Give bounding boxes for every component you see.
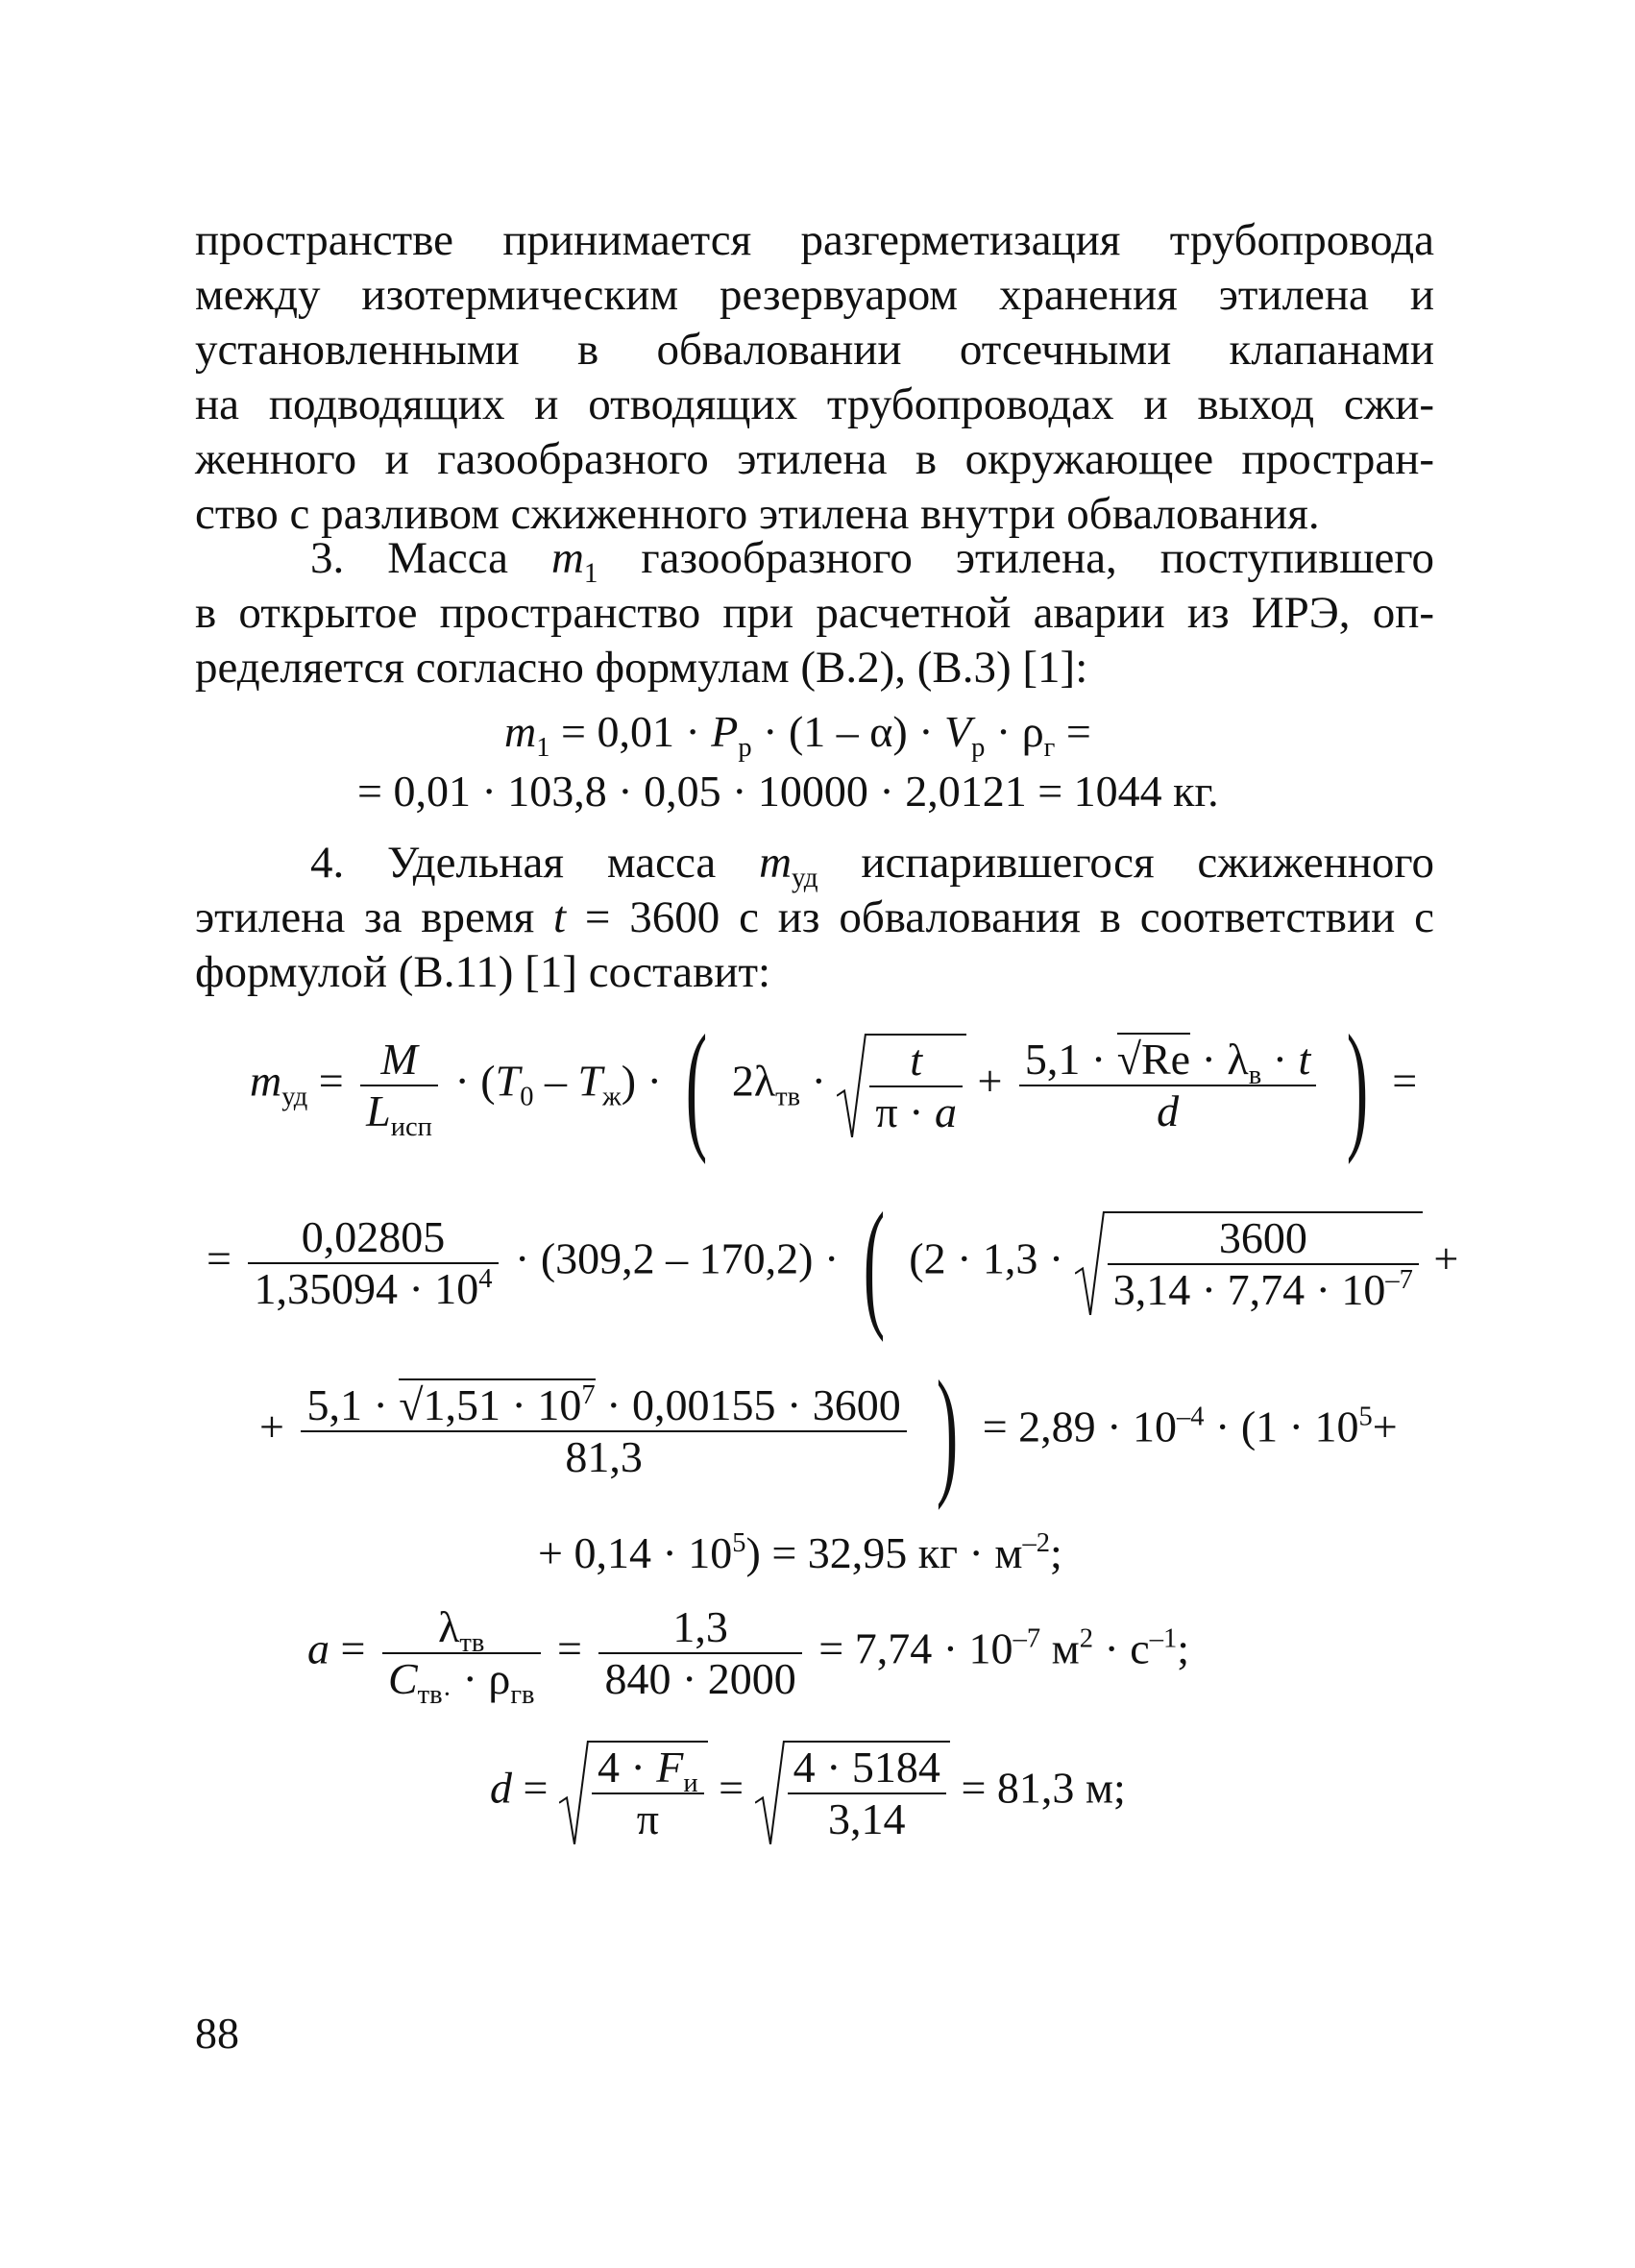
- text-line: 3. Масса $m_1$ газообразного этилена, поступившего: [310, 533, 1434, 590]
- text-line: между изотермическим резервуаром хранения этилена и: [195, 270, 1434, 320]
- text-line: этилена за время t = 3600 с из обвалования в соответствии с: [195, 892, 1434, 942]
- fraction: $\frac{1,3}{840 \cdot 2000}$: [598, 1602, 801, 1704]
- left-paren: (: [863, 1183, 886, 1343]
- equation-numeric-line1: = $\frac{0,02805}{1,35094 \cdot 10^4}$ · (309,2 – 170,2) · ( (2 · 1,3 · $\frac{3600}{3,14 \cdot 7,74 \cdot 10^{-7}}$ +: [207, 1183, 1459, 1343]
- text-line: 4. Удельная масса $m_{уд}$ испарившегося сжиженного: [310, 838, 1434, 894]
- equation-a: a = $\frac{\lambda_{тв}}{C_{тв\cdot} \cdot \rho_{гв}}$ = $\frac{1,3}{840 \cdot 2000}$ = $7,74 \cdot 10^{-7}$ $м^2 \cdot с^{-1}$;: [307, 1602, 1189, 1710]
- text-line: ределяется согласно формулам (В.2), (В.3) [1]:: [195, 643, 1088, 693]
- text-line: пространстве принимается разгерметизация трубопровода: [195, 215, 1434, 265]
- text-line: в открытое пространство при расчетной аварии из ИРЭ, оп-: [195, 588, 1434, 638]
- equation-m1-line1: $m_1 = 0,01 \cdot P_р \cdot (1 - \alpha) \cdot V_р \cdot \rho_г$ =: [504, 707, 1091, 763]
- text-line: формулой (В.11) [1] составит:: [195, 947, 771, 997]
- paragraph-4: [195, 836, 1434, 1000]
- text-line: ство с разливом сжиженного этилена внутри обвалования.: [195, 489, 1320, 539]
- equation-d: d = $\frac{4 \cdot F_и}{\pi}$ = $\frac{4 \cdot 5184}{3,14}$ = 81,3 м;: [490, 1743, 1126, 1843]
- fraction: $\frac{\lambda_{тв}}{C_{тв\cdot} \cdot \rho_{гв}}$: [382, 1602, 541, 1704]
- sqrt: $\frac{4 \cdot 5184}{3,14}$: [755, 1741, 950, 1844]
- paragraph-intro: [195, 213, 1434, 542]
- fraction: $\frac{0,02805}{1,35094 \cdot 10^4}$: [248, 1212, 498, 1314]
- right-paren: ): [937, 1352, 959, 1511]
- sqrt: $\frac{t}{\pi \cdot a}$: [837, 1034, 966, 1137]
- equation-mud-formula: $m_{уд}$ = $\frac{M}{L_{исп}}$ · $(T_0 - T_ж)$ · ( $2\lambda_{тв}$ · $\frac{t}{\pi \cdot a}$ + $\frac{5,1 \cdot √Re \cdot \lambda_в \cdot t}{d}$ ) =: [250, 1006, 1418, 1165]
- left-paren: (: [686, 1006, 708, 1165]
- text-line: на подводящих и отводящих трубопроводах и выход сжи-: [195, 379, 1434, 429]
- right-paren: ): [1346, 1006, 1369, 1165]
- page-number: 88: [195, 2009, 239, 2058]
- text-line: женного и газообразного этилена в окружающее простран-: [195, 434, 1434, 484]
- equation-m1-line2: = 0,01 · 103,8 · 0,05 · 10000 · 2,0121 = 1044 кг.: [357, 767, 1219, 816]
- paragraph-3: [195, 531, 1434, 695]
- sqrt: $\frac{3600}{3,14 \cdot 7,74 \cdot 10^{-7}}$: [1075, 1211, 1423, 1315]
- equation-numeric-line2: + $\frac{5,1 \cdot √1,51 \cdot 10^7 \cdot 0,00155 \cdot 3600}{81,3}$ ) = $2,89 \cdot 10^{-4} \cdot (1 \cdot 10^5+$: [259, 1352, 1398, 1511]
- fraction: $\frac{M}{L_{исп}}$: [360, 1035, 438, 1136]
- fraction: $\frac{5,1 \cdot √Re \cdot \lambda_в \cdot t}{d}$: [1019, 1035, 1316, 1136]
- fraction: $\frac{5,1 \cdot √1,51 \cdot 10^7 \cdot 0,00155 \cdot 3600}{81,3}$: [301, 1380, 906, 1482]
- text-line: установленными в обваловании отсечными клапанами: [195, 325, 1434, 375]
- sqrt: $\frac{4 \cdot F_и}{\pi}$: [559, 1741, 708, 1844]
- equation-numeric-line3: + $0,14 \cdot 10^5) = 32,95$ кг · $м^{-2}$;: [538, 1527, 1062, 1577]
